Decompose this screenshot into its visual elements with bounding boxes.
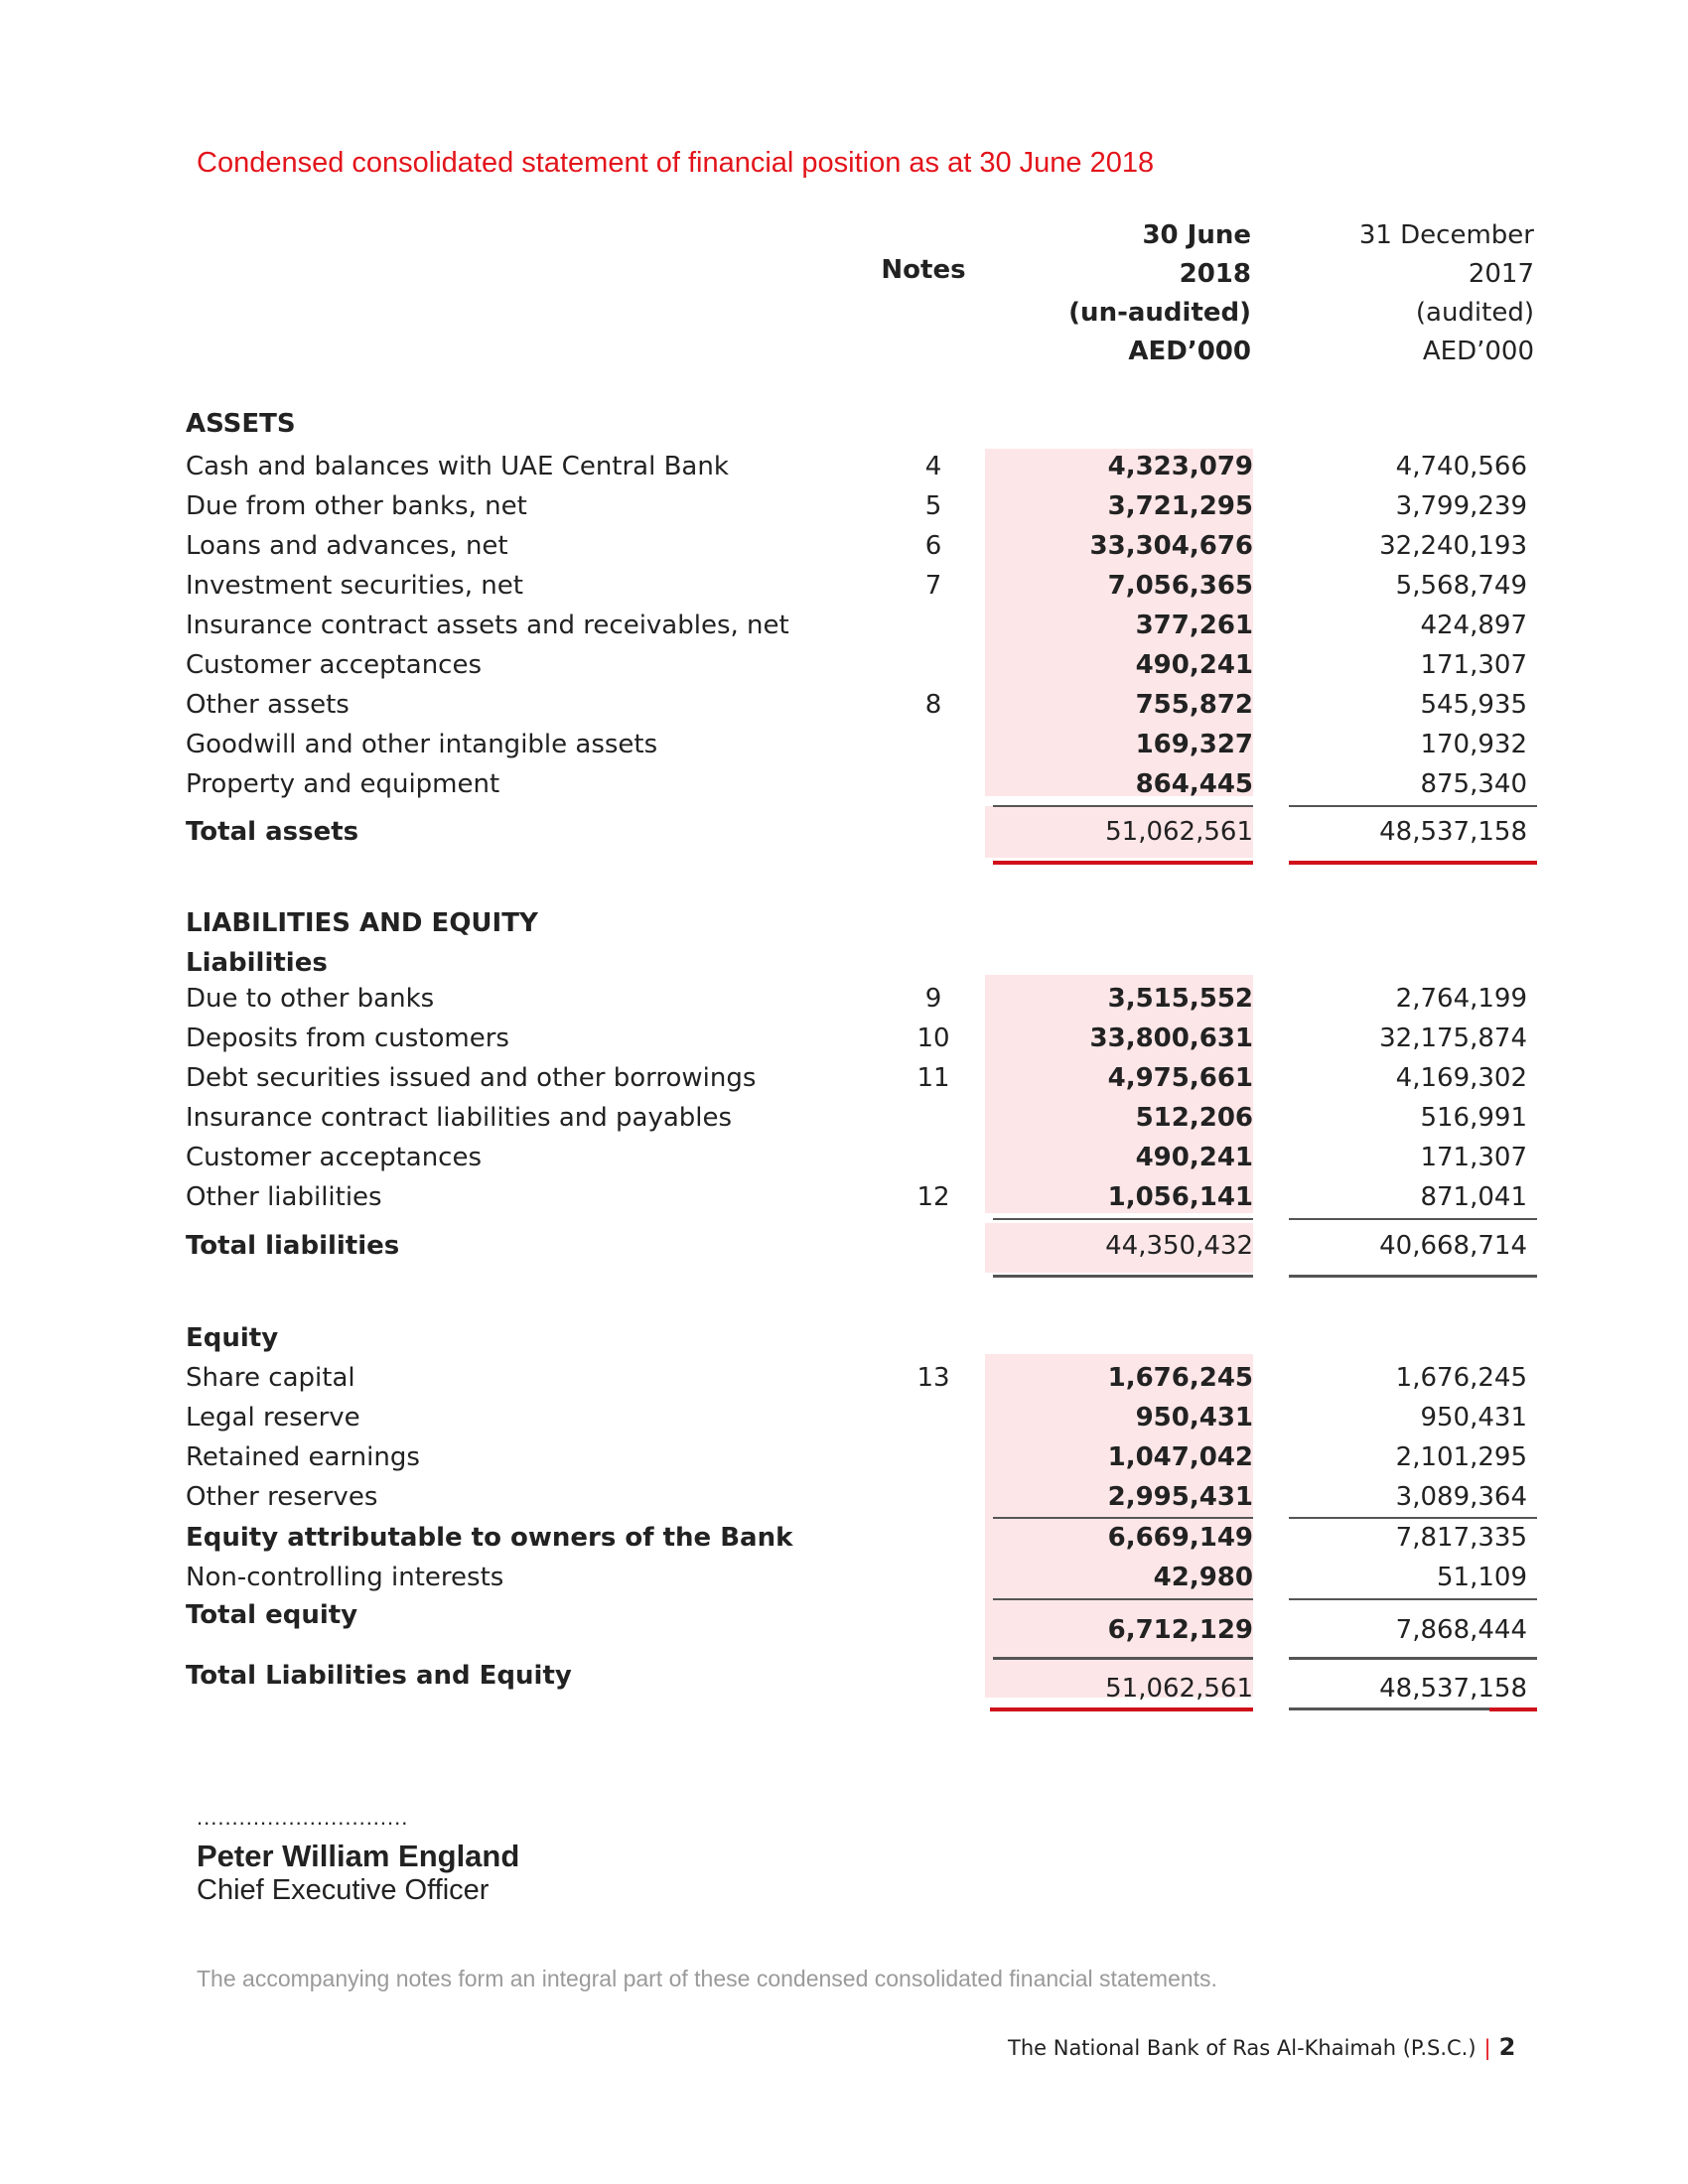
row-previous-value: 871,041 — [1420, 1182, 1527, 1212]
row-note: 13 — [916, 1363, 950, 1393]
row-current-value: 512,206 — [1135, 1103, 1253, 1133]
total-liabilities-previous: 40,668,714 — [1379, 1231, 1527, 1261]
subtotal-rule — [1289, 1517, 1537, 1519]
current-header-line: 2018 — [1179, 259, 1251, 289]
row-previous-value: 32,240,193 — [1379, 531, 1527, 561]
row-label: Cash and balances with UAE Central Bank — [186, 452, 729, 481]
row-previous-value: 424,897 — [1420, 611, 1527, 640]
equity-attributable-label: Equity attributable to owners of the Bank — [186, 1523, 793, 1553]
row-label: Share capital — [186, 1363, 355, 1393]
row-current-value: 490,241 — [1135, 650, 1253, 680]
table-row — [0, 1479, 1688, 1519]
row-note: 6 — [924, 531, 942, 561]
row-label: Insurance contract liabilities and payables — [186, 1103, 733, 1133]
equity-attributable-current: 6,669,149 — [1107, 1523, 1253, 1553]
row-label: Due to other banks — [186, 984, 435, 1014]
nci-previous: 51,109 — [1437, 1563, 1527, 1592]
previous-header-line: 31 December — [1358, 220, 1534, 250]
page-number: 2 — [1498, 2033, 1516, 2061]
table-row — [0, 528, 1688, 568]
row-previous-value: 3,089,364 — [1395, 1482, 1527, 1512]
row-previous-value: 2,101,295 — [1395, 1442, 1527, 1472]
previous-header-line: 2017 — [1468, 259, 1534, 289]
table-row — [0, 568, 1688, 608]
row-previous-value: 170,932 — [1420, 730, 1527, 759]
table-row — [0, 1140, 1688, 1179]
table-row — [0, 1560, 1688, 1599]
current-header-line: (un-audited) — [1068, 298, 1251, 328]
row-label: Loans and advances, net — [186, 531, 508, 561]
total-assets-previous: 48,537,158 — [1379, 817, 1527, 847]
subtotal-row — [0, 1520, 1688, 1560]
previous-header-line: (audited) — [1415, 298, 1534, 328]
row-label: Customer acceptances — [186, 650, 483, 680]
footnote: The accompanying notes form an integral part of these condensed consolidated financial statements. — [197, 1966, 1217, 1991]
row-note: 11 — [916, 1063, 950, 1093]
grand-total-previous: 48,537,158 — [1379, 1674, 1527, 1704]
row-label: Legal reserve — [186, 1403, 360, 1433]
row-note: 12 — [916, 1182, 950, 1212]
subtotal-rule — [1289, 1218, 1537, 1220]
total-assets-current: 51,062,561 — [1105, 817, 1253, 847]
table-row — [0, 1060, 1688, 1100]
signatory-role: Chief Executive Officer — [197, 1874, 490, 1906]
table-row — [0, 647, 1688, 687]
table-row — [0, 449, 1688, 488]
subtotal-rule — [993, 805, 1253, 807]
table-row — [0, 1400, 1688, 1439]
table-row — [0, 1360, 1688, 1400]
row-current-value: 1,047,042 — [1107, 1442, 1253, 1472]
notes-column-header: Notes — [881, 255, 966, 285]
total-liabilities-label: Total liabilities — [186, 1231, 400, 1261]
table-row — [0, 1439, 1688, 1479]
previous-period-header — [1274, 216, 1534, 371]
row-previous-value: 5,568,749 — [1395, 571, 1527, 601]
row-label: Customer acceptances — [186, 1143, 483, 1172]
grand-total-values — [0, 1671, 1688, 1710]
table-row — [0, 766, 1688, 806]
table-row — [0, 488, 1688, 528]
page-footer — [1008, 2033, 1515, 2061]
total-equity-label: Total equity — [186, 1600, 358, 1630]
row-note: 8 — [924, 690, 942, 720]
row-previous-value: 950,431 — [1420, 1403, 1527, 1433]
row-current-value: 7,056,365 — [1107, 571, 1253, 601]
total-red-rule — [990, 1707, 1253, 1711]
row-current-value: 169,327 — [1135, 730, 1253, 759]
equity-heading: Equity — [186, 1323, 279, 1353]
row-current-value: 33,800,631 — [1089, 1024, 1253, 1053]
row-label: Due from other banks, net — [186, 491, 527, 521]
row-previous-value: 4,740,566 — [1395, 452, 1527, 481]
total-liabilities-current: 44,350,432 — [1105, 1231, 1253, 1261]
row-current-value: 755,872 — [1135, 690, 1253, 720]
row-note: 5 — [924, 491, 942, 521]
assets-heading: ASSETS — [186, 409, 296, 439]
table-row — [0, 687, 1688, 727]
footer-company: The National Bank of Ras Al-Khaimah (P.S.C.) — [1008, 2036, 1477, 2060]
row-note: 9 — [924, 984, 942, 1014]
row-previous-value: 545,935 — [1420, 690, 1527, 720]
subtotal-rule — [993, 1218, 1253, 1220]
row-current-value: 3,721,295 — [1107, 491, 1253, 521]
row-current-value: 950,431 — [1135, 1403, 1253, 1433]
row-label: Deposits from customers — [186, 1024, 509, 1053]
table-row — [0, 981, 1688, 1021]
total-equity-previous: 7,868,444 — [1395, 1615, 1527, 1645]
row-current-value: 1,056,141 — [1107, 1182, 1253, 1212]
row-note: 7 — [924, 571, 942, 601]
row-label: Investment securities, net — [186, 571, 523, 601]
row-label: Other reserves — [186, 1482, 378, 1512]
current-header-line: 30 June — [1142, 220, 1251, 250]
statement-title: Condensed consolidated statement of financial position as at 30 June 2018 — [197, 147, 1155, 179]
row-note: 10 — [916, 1024, 950, 1053]
row-current-value: 2,995,431 — [1107, 1482, 1253, 1512]
row-label: Property and equipment — [186, 769, 500, 799]
row-label: Retained earnings — [186, 1442, 420, 1472]
row-label: Other liabilities — [186, 1182, 382, 1212]
row-note: 4 — [924, 452, 942, 481]
row-label: Goodwill and other intangible assets — [186, 730, 658, 759]
grand-total-label: Total Liabilities and Equity — [186, 1661, 572, 1691]
subtotal-rule — [993, 1517, 1253, 1519]
row-previous-value: 32,175,874 — [1379, 1024, 1527, 1053]
row-current-value: 1,676,245 — [1107, 1363, 1253, 1393]
nci-current: 42,980 — [1153, 1563, 1253, 1592]
row-previous-value: 171,307 — [1420, 1143, 1527, 1172]
row-label: Other assets — [186, 690, 350, 720]
nci-label: Non-controlling interests — [186, 1563, 504, 1592]
liabilities-subheading: Liabilities — [186, 948, 328, 978]
table-row — [0, 727, 1688, 766]
table-row — [0, 608, 1688, 647]
row-previous-value: 4,169,302 — [1395, 1063, 1527, 1093]
row-previous-value: 1,676,245 — [1395, 1363, 1527, 1393]
table-row — [0, 1021, 1688, 1060]
row-label: Debt securities issued and other borrowings — [186, 1063, 757, 1093]
row-previous-value: 171,307 — [1420, 650, 1527, 680]
row-previous-value: 516,991 — [1420, 1103, 1527, 1133]
total-row — [0, 1228, 1688, 1268]
total-assets-label: Total assets — [186, 817, 359, 847]
row-current-value: 33,304,676 — [1089, 531, 1253, 561]
row-current-value: 4,323,079 — [1107, 452, 1253, 481]
signatory-name: Peter William England — [197, 1839, 520, 1873]
liabilities-equity-heading: LIABILITIES AND EQUITY — [186, 908, 538, 938]
equity-attributable-previous: 7,817,335 — [1395, 1523, 1527, 1553]
row-previous-value: 2,764,199 — [1395, 984, 1527, 1014]
total-row — [0, 814, 1688, 854]
footer-separator: | — [1483, 2036, 1491, 2060]
row-current-value: 377,261 — [1135, 611, 1253, 640]
previous-header-line: AED’000 — [1422, 337, 1534, 366]
subtotal-rule — [1289, 805, 1537, 807]
signature-line: .............................. — [197, 1805, 409, 1830]
current-header-line: AED’000 — [1128, 337, 1251, 366]
total-rule — [993, 1275, 1253, 1278]
row-previous-value: 3,799,239 — [1395, 491, 1527, 521]
total-rule — [1289, 1275, 1537, 1278]
current-period-header — [978, 216, 1251, 371]
total-red-rule — [1489, 1707, 1537, 1711]
table-row — [0, 1100, 1688, 1140]
total-equity-current: 6,712,129 — [1107, 1615, 1253, 1645]
row-current-value: 864,445 — [1135, 769, 1253, 799]
grand-total-current: 51,062,561 — [1105, 1674, 1253, 1704]
row-label: Insurance contract assets and receivables, net — [186, 611, 789, 640]
row-current-value: 4,975,661 — [1107, 1063, 1253, 1093]
row-current-value: 3,515,552 — [1107, 984, 1253, 1014]
row-previous-value: 875,340 — [1420, 769, 1527, 799]
row-current-value: 490,241 — [1135, 1143, 1253, 1172]
total-red-rule — [993, 861, 1253, 865]
total-row-values — [0, 1612, 1688, 1652]
table-row — [0, 1179, 1688, 1219]
total-red-rule — [1289, 861, 1537, 865]
